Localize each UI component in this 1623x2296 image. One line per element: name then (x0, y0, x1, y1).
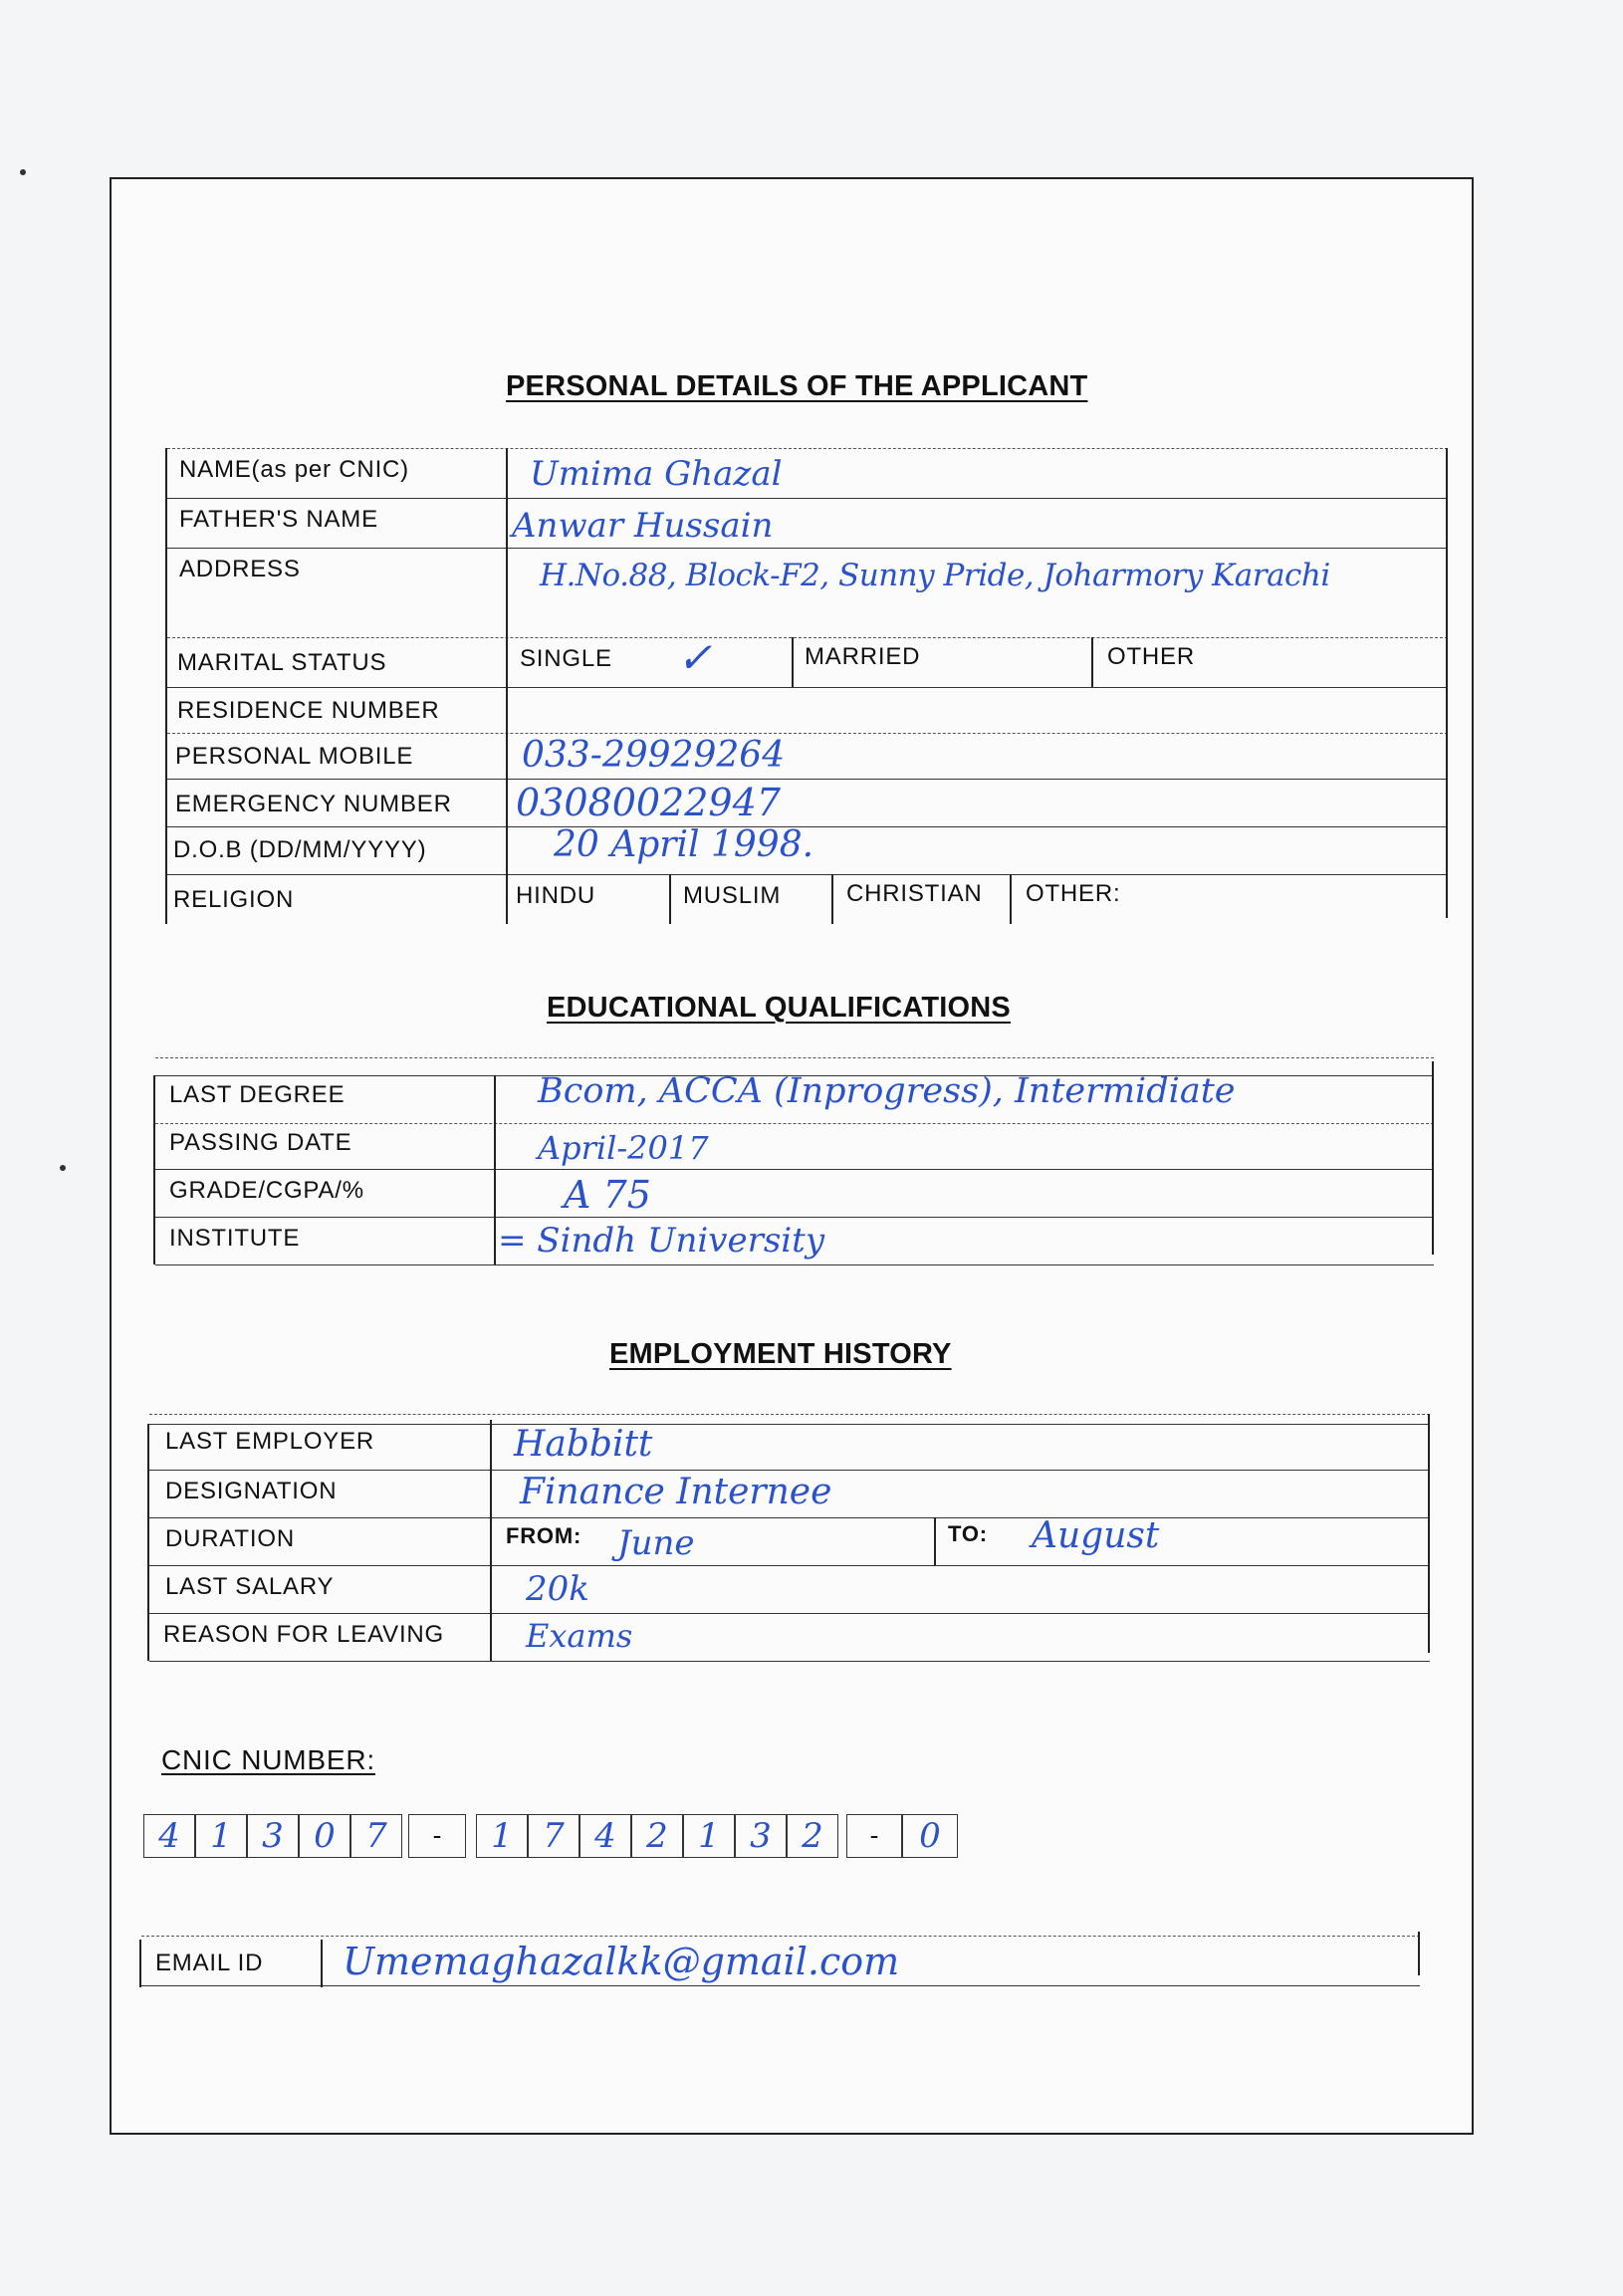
last-employer-label: LAST EMPLOYER (165, 1428, 375, 1455)
grid-line (155, 1057, 1434, 1058)
scan-speck (60, 1165, 66, 1171)
address-label: ADDRESS (179, 556, 301, 582)
religion-option-other[interactable]: OTHER: (1026, 880, 1121, 907)
grid-line (149, 1613, 1430, 1614)
marital-option-other[interactable]: OTHER (1107, 643, 1195, 670)
employment-section-title: EMPLOYMENT HISTORY (609, 1338, 952, 1370)
last-degree-label: LAST DEGREE (169, 1081, 346, 1108)
cnic-digit-box: 4 (143, 1814, 195, 1858)
grade-label: GRADE/CGPA/% (169, 1177, 364, 1204)
grid-line (494, 1075, 496, 1264)
dob-value: 20 April 1998. (554, 824, 814, 865)
cnic-digit-box: 3 (247, 1814, 299, 1858)
cnic-digit-box: 4 (580, 1814, 631, 1858)
cnic-digit-box: - (408, 1814, 466, 1858)
grid-line (153, 1075, 155, 1264)
duration-from-label: FROM: (506, 1523, 582, 1548)
last-salary-label: LAST SALARY (165, 1573, 335, 1600)
grid-line (149, 1424, 1430, 1425)
grid-line (167, 874, 1448, 875)
grid-line (506, 448, 508, 924)
grid-line (321, 1940, 323, 1987)
address-value: H.No.88, Block-F2, Sunny Pride, Joharmory Karachi (540, 558, 1330, 593)
grid-line (149, 1565, 1430, 1566)
grid-line (155, 1123, 1434, 1124)
cnic-digit-box: 1 (683, 1814, 735, 1858)
last-salary-value: 20k (526, 1569, 589, 1609)
grid-line (149, 1517, 1430, 1518)
cnic-digit-box: 7 (528, 1814, 580, 1858)
mobile-value: 033-29929264 (522, 735, 786, 776)
name-value: Umima Ghazal (530, 454, 783, 494)
religion-option-hindu[interactable]: HINDU (516, 882, 595, 909)
cnic-digit-box: 2 (787, 1814, 838, 1858)
grid-line (165, 448, 167, 924)
grid-line (167, 548, 1448, 549)
cnic-digit-box: - (846, 1814, 902, 1858)
grid-line (149, 1661, 1430, 1662)
grid-line (147, 1424, 149, 1661)
grid-line (934, 1517, 936, 1565)
emergency-value: 03080022947 (516, 781, 781, 824)
marital-option-married[interactable]: MARRIED (805, 643, 921, 670)
grid-line (490, 1420, 492, 1661)
grid-line (1010, 874, 1012, 924)
grid-line (155, 1217, 1434, 1218)
designation-label: DESIGNATION (165, 1478, 338, 1504)
grid-line (1432, 1061, 1434, 1255)
personal-section-title: PERSONAL DETAILS OF THE APPLICANT (506, 370, 1088, 402)
grid-line (1428, 1414, 1430, 1653)
last-degree-value: Bcom, ACCA (Inprogress), Intermidiate (538, 1071, 1236, 1111)
grid-line (831, 874, 833, 924)
grid-line (167, 687, 1448, 688)
emergency-number-label: EMERGENCY NUMBER (175, 791, 452, 817)
passing-date-value: April-2017 (538, 1129, 709, 1167)
personal-mobile-label: PERSONAL MOBILE (175, 743, 414, 770)
reason-for-leaving-label: REASON FOR LEAVING (163, 1621, 445, 1648)
grid-line (149, 1470, 1430, 1471)
passing-date-label: PASSING DATE (169, 1129, 352, 1156)
cnic-digit-box: 1 (476, 1814, 528, 1858)
grid-line (1091, 637, 1093, 687)
grid-line (141, 1936, 1420, 1937)
duration-to-value: August (1032, 1515, 1160, 1556)
cnic-digit-box: 2 (631, 1814, 683, 1858)
religion-option-muslim[interactable]: MUSLIM (683, 882, 782, 909)
cnic-digit-box: 1 (195, 1814, 247, 1858)
dob-label: D.O.B (DD/MM/YYYY) (173, 836, 427, 863)
cnic-label: CNIC NUMBER: (161, 1744, 375, 1775)
grid-line (141, 1985, 1420, 1986)
religion-option-christian[interactable]: CHRISTIAN (846, 880, 983, 907)
grid-line (167, 733, 1448, 734)
religion-label: RELIGION (173, 886, 295, 913)
grid-line (139, 1940, 141, 1987)
education-section-title: EDUCATIONAL QUALIFICATIONS (547, 992, 1011, 1024)
scan-speck (20, 169, 26, 175)
marital-status-label: MARITAL STATUS (177, 649, 387, 676)
designation-value: Finance Internee (520, 1472, 832, 1512)
grid-line (1418, 1932, 1420, 1975)
cnic-digit-box: 3 (735, 1814, 787, 1858)
grid-line (155, 1169, 1434, 1170)
duration-label: DURATION (165, 1525, 295, 1552)
grid-line (167, 637, 1448, 638)
grid-line (669, 874, 671, 924)
institute-value: = Sindh University (498, 1221, 825, 1261)
grid-line (1446, 448, 1448, 918)
name-label: NAME(as per CNIC) (179, 456, 409, 483)
father-name-label: FATHER'S NAME (179, 506, 378, 533)
cnic-digit-box: 0 (902, 1814, 958, 1858)
institute-label: INSTITUTE (169, 1225, 301, 1252)
last-employer-value: Habbitt (514, 1424, 653, 1465)
email-value: Umemaghazalkk@gmail.com (343, 1940, 900, 1983)
cnic-digit-box: 7 (350, 1814, 402, 1858)
grid-line (167, 448, 1448, 449)
duration-to-label: TO: (948, 1521, 988, 1546)
grid-line (149, 1414, 1430, 1415)
residence-number-label: RESIDENCE NUMBER (177, 697, 440, 724)
email-label: EMAIL ID (155, 1950, 264, 1976)
grid-line (167, 498, 1448, 499)
grid-line (155, 1264, 1434, 1265)
marital-option-single[interactable]: SINGLE (520, 645, 612, 672)
cnic-digit-box: 0 (299, 1814, 350, 1858)
reason-for-leaving-value: Exams (526, 1617, 633, 1655)
grid-line (167, 779, 1448, 780)
grade-value: A 75 (564, 1173, 651, 1217)
duration-from-value: June (617, 1523, 695, 1563)
grid-line (792, 637, 794, 687)
father-name-value: Anwar Hussain (512, 506, 774, 546)
single-checkmark: ✓ (677, 633, 713, 682)
